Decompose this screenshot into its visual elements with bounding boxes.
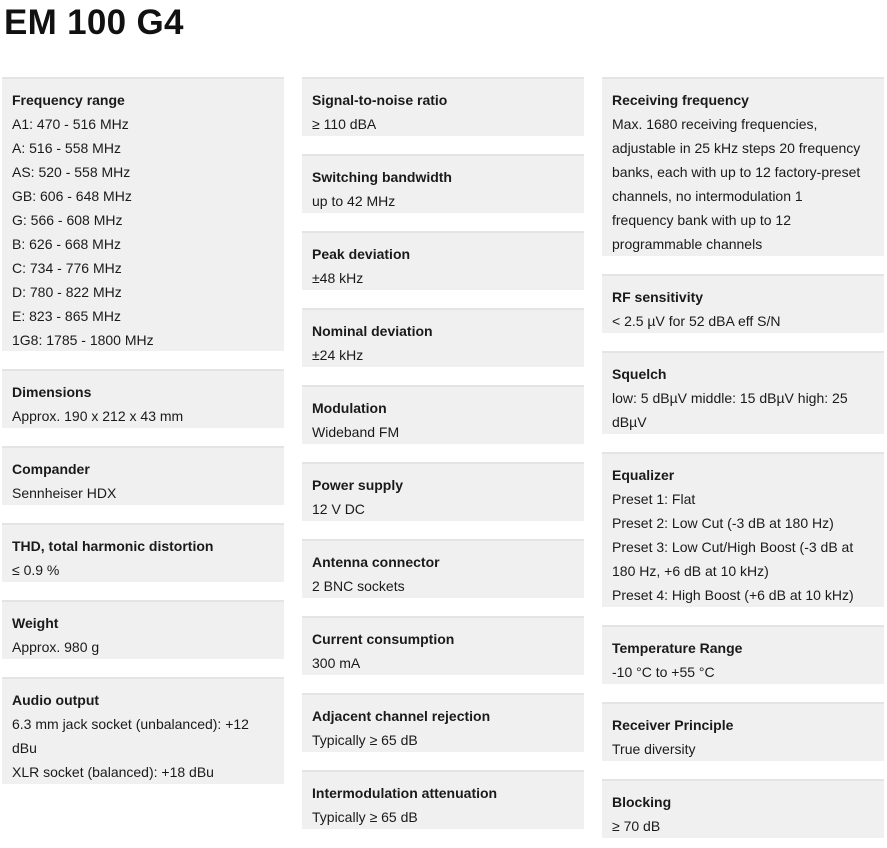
spec-audio-output (2, 677, 284, 784)
spec-value: Typically ≥ 65 dB (312, 809, 418, 825)
spec-peak-deviation (302, 231, 584, 290)
spec-current-consumption (302, 616, 584, 675)
spec-label: Intermodulation attenuation (312, 785, 498, 801)
spec-value (12, 112, 274, 352)
spec-value-line: B: 626 - 668 MHz (12, 236, 121, 252)
spec-value: ≤ 0.9 % (12, 562, 60, 578)
spec-compander (2, 446, 284, 505)
spec-equalizer (602, 452, 884, 607)
spec-value: Approx. 980 g (12, 639, 100, 655)
spec-value-line: GB: 606 - 648 MHz (12, 188, 132, 204)
spec-value: 2 BNC sockets (312, 578, 405, 594)
spec-receiver-principle (602, 702, 884, 761)
spec-signal-to-noise (302, 77, 584, 136)
spec-label: Peak deviation (312, 246, 411, 262)
spec-value: up to 42 MHz (312, 193, 396, 209)
spec-receiving-frequency (602, 77, 884, 256)
spec-label: Temperature Range (612, 640, 743, 656)
spec-label: THD, total harmonic distortion (12, 538, 214, 554)
spec-value-line: 180 Hz, +6 dB at 10 kHz) (612, 563, 769, 579)
spec-value-line: low: 5 dBµV middle: 15 dBµV high: 25 (612, 390, 848, 406)
spec-value: Typically ≥ 65 dB (312, 732, 418, 748)
spec-value-line: Preset 3: Low Cut/High Boost (-3 dB at (612, 539, 854, 555)
spec-value-line: C: 734 - 776 MHz (12, 260, 122, 276)
spec-nominal-deviation (302, 308, 584, 367)
spec-value-line: programmable channels (612, 236, 763, 252)
spec-modulation (302, 385, 584, 444)
spec-value-line: Max. 1680 receiving frequencies, (612, 116, 818, 132)
spec-value-line: AS: 520 - 558 MHz (12, 164, 131, 180)
spec-value-line: dBu (12, 740, 37, 756)
spec-label: Antenna connector (312, 554, 440, 570)
spec-dimensions (2, 369, 284, 428)
spec-label: Switching bandwidth (312, 169, 452, 185)
spec-label: Audio output (12, 692, 100, 708)
spec-value: 12 V DC (312, 501, 365, 517)
spec-value (612, 386, 874, 434)
spec-label: Adjacent channel rejection (312, 708, 491, 724)
spec-value-line: 1G8: 1785 - 1800 MHz (12, 332, 154, 348)
spec-value (12, 712, 274, 784)
spec-label: Weight (12, 615, 59, 631)
spec-value: < 2.5 µV for 52 dBA eff S/N (612, 313, 781, 329)
spec-value (612, 112, 874, 256)
spec-label: Dimensions (12, 384, 92, 400)
spec-intermodulation-attenuation (302, 770, 584, 829)
spec-value-line: banks, each with up to 12 factory-preset (612, 164, 861, 180)
spec-label: Frequency range (12, 92, 125, 108)
spec-value-line: Preset 4: High Boost (+6 dB at 10 kHz) (612, 587, 854, 603)
spec-frequency-range (2, 77, 284, 351)
spec-value-line: A: 516 - 558 MHz (12, 140, 121, 156)
spec-value: Approx. 190 x 212 x 43 mm (12, 408, 184, 424)
spec-value-line: A1: 470 - 516 MHz (12, 116, 129, 132)
spec-label: Compander (12, 461, 90, 477)
spec-value: Sennheiser HDX (12, 485, 117, 501)
spec-blocking (602, 779, 884, 838)
spec-value-line: dBµV (612, 414, 647, 430)
spec-value: Wideband FM (312, 424, 400, 440)
spec-label: RF sensitivity (612, 289, 704, 305)
spec-value-line: XLR socket (balanced): +18 dBu (12, 764, 214, 780)
spec-value-line: adjustable in 25 kHz steps 20 frequency (612, 140, 861, 156)
spec-value: -10 °C to +55 °C (612, 664, 715, 680)
spec-switching-bandwidth (302, 154, 584, 213)
spec-label: Current consumption (312, 631, 455, 647)
spec-value (612, 487, 874, 607)
spec-label: Blocking (612, 794, 672, 810)
spec-label: Nominal deviation (312, 323, 433, 339)
spec-adjacent-channel-rejection (302, 693, 584, 752)
spec-value: ±24 kHz (312, 347, 364, 363)
spec-label: Receiver Principle (612, 717, 734, 733)
spec-rf-sensitivity (602, 274, 884, 333)
spec-value: True diversity (612, 741, 696, 757)
spec-label: Modulation (312, 400, 387, 416)
spec-value-line: G: 566 - 608 MHz (12, 212, 123, 228)
spec-label: Receiving frequency (612, 92, 749, 108)
page-title: EM 100 G4 (4, 3, 184, 42)
spec-value: ±48 kHz (312, 270, 364, 286)
spec-squelch (602, 351, 884, 434)
spec-label: Squelch (612, 366, 667, 382)
spec-value-line: 6.3 mm jack socket (unbalanced): +12 (12, 716, 249, 732)
spec-value-line: E: 823 - 865 MHz (12, 308, 121, 324)
spec-antenna-connector (302, 539, 584, 598)
spec-power-supply (302, 462, 584, 521)
spec-value-line: Preset 1: Flat (612, 491, 696, 507)
spec-value-line: D: 780 - 822 MHz (12, 284, 122, 300)
spec-weight (2, 600, 284, 659)
spec-thd (2, 523, 284, 582)
spec-value-line: channels, no intermodulation 1 (612, 188, 803, 204)
spec-label: Signal-to-noise ratio (312, 92, 448, 108)
spec-label: Equalizer (612, 467, 675, 483)
spec-value-line: frequency bank with up to 12 (612, 212, 792, 228)
spec-temperature-range (602, 625, 884, 684)
spec-label: Power supply (312, 477, 404, 493)
spec-value-line: Preset 2: Low Cut (-3 dB at 180 Hz) (612, 515, 834, 531)
spec-value: ≥ 110 dBA (312, 116, 377, 132)
spec-value: ≥ 70 dB (612, 818, 661, 834)
spec-value: 300 mA (312, 655, 361, 671)
